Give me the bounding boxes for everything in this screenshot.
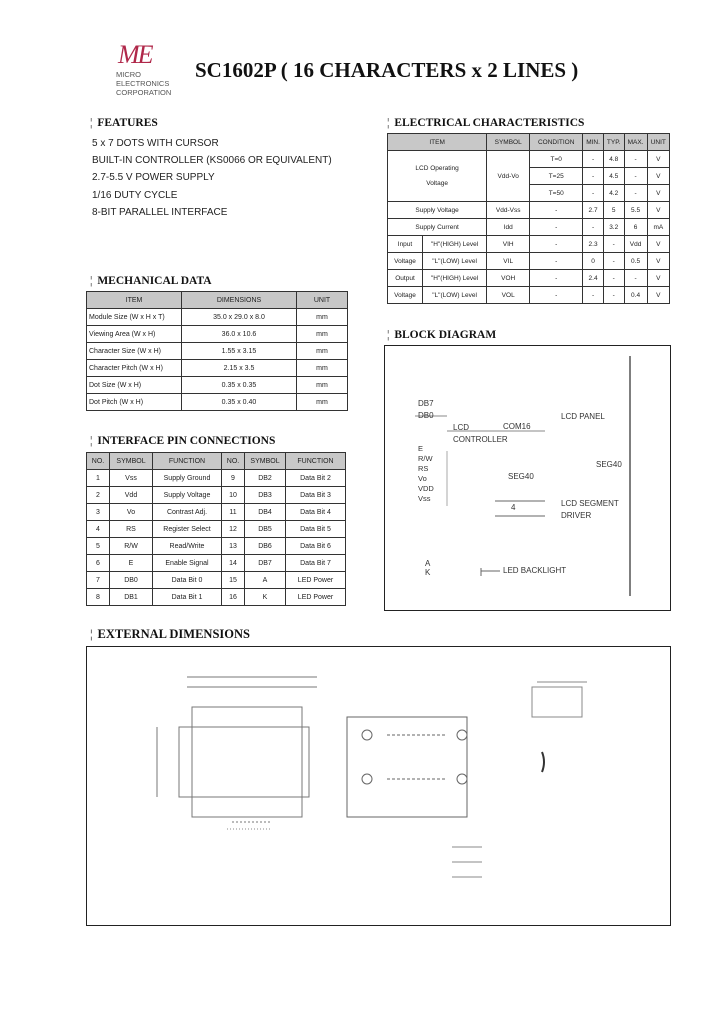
table-cell: V	[647, 270, 669, 287]
table-cell: 3.2	[603, 219, 624, 236]
table-cell: 9	[222, 470, 245, 487]
table-cell: 4	[87, 521, 110, 538]
table-cell: 2.15 x 3.5	[182, 360, 297, 377]
table-cell: -	[530, 253, 583, 270]
db7-label: DB7	[418, 399, 434, 408]
mechanical-heading	[90, 275, 212, 287]
feature-item: 1/16 DUTY CYCLE	[92, 190, 178, 201]
table-cell: Dot Pitch (W x H)	[87, 394, 182, 411]
table-cell: Data Bit 3	[286, 487, 346, 504]
table-cell: DB4	[245, 504, 286, 521]
table-cell: Idd	[487, 219, 530, 236]
table-cell: VIH	[487, 236, 530, 253]
table-cell: Data Bit 0	[153, 572, 222, 589]
column-header: SYMBOL	[487, 134, 530, 151]
feature-item: 8-BIT PARALLEL INTERFACE	[92, 207, 228, 218]
table-cell: -	[624, 151, 647, 168]
table-cell: Character Pitch (W x H)	[87, 360, 182, 377]
signal-label: RS	[418, 464, 429, 473]
lcd-voltage-label: LCD Operating	[415, 165, 459, 172]
table-cell: V	[647, 151, 669, 168]
table-cell: V	[647, 202, 669, 219]
table-cell: mm	[297, 360, 348, 377]
company-logo-text	[116, 70, 171, 97]
com16-label: COM16	[503, 422, 531, 431]
table-cell: -	[530, 270, 583, 287]
electrical-heading-text: ELECTRICAL CHARACTERISTICS	[394, 117, 585, 129]
table-cell: 4.2	[603, 185, 624, 202]
table-row	[388, 202, 670, 219]
table-row	[87, 394, 348, 411]
table-cell: -	[583, 168, 604, 185]
table-cell: 0.5	[624, 253, 647, 270]
table-cell: Vdd	[624, 236, 647, 253]
table-cell: Voltage	[388, 287, 423, 304]
table-row	[388, 219, 670, 236]
table-cell: Character Size (W x H)	[87, 343, 182, 360]
table-cell: Data Bit 4	[286, 504, 346, 521]
table-cell: -	[530, 236, 583, 253]
table-cell: 10	[222, 487, 245, 504]
table-cell: 0.35 x 0.35	[182, 377, 297, 394]
seg40-label: SEG40	[508, 472, 534, 481]
table-cell: VOL	[487, 287, 530, 304]
table-cell: 5.5	[624, 202, 647, 219]
table-cell: 14	[222, 555, 245, 572]
table-cell: Supply Ground	[153, 470, 222, 487]
table-cell: -	[624, 185, 647, 202]
table-header-row	[87, 292, 348, 309]
table-cell: LED Power	[286, 589, 346, 606]
table-cell: DB2	[245, 470, 286, 487]
table-cell: mm	[297, 309, 348, 326]
table-cell: Input	[388, 236, 423, 253]
section-marker: ¦	[90, 117, 93, 129]
table-cell: mm	[297, 377, 348, 394]
table-cell: K	[245, 589, 286, 606]
mechanical-heading-text: MECHANICAL DATA	[97, 275, 212, 287]
signal-label: Vss	[418, 494, 431, 503]
table-cell: "L"(LOW) Level	[423, 287, 487, 304]
electrical-heading	[387, 117, 584, 129]
column-header: MIN.	[583, 134, 604, 151]
table-row	[87, 521, 346, 538]
table-cell: mm	[297, 326, 348, 343]
signal-label: R/W	[418, 454, 433, 463]
table-cell: Vo	[110, 504, 153, 521]
table-cell: A	[245, 572, 286, 589]
dimension-drawing	[87, 647, 670, 925]
logo-line: CORPORATION	[116, 88, 172, 97]
table-cell: 1.55 x 3.15	[182, 343, 297, 360]
signal-label: E	[418, 444, 424, 453]
table-cell: 36.0 x 10.6	[182, 326, 297, 343]
table-cell: Enable Signal	[153, 555, 222, 572]
bus-width-label: 4	[511, 503, 516, 512]
table-cell: 5	[87, 538, 110, 555]
table-row	[388, 236, 670, 253]
table-cell: 4.5	[603, 168, 624, 185]
table-cell: VOH	[487, 270, 530, 287]
table-cell: 15	[222, 572, 245, 589]
logo-line: MICRO	[116, 70, 141, 79]
table-cell: 35.0 x 29.0 x 8.0	[182, 309, 297, 326]
column-header: CONDITION	[530, 134, 583, 151]
features-heading	[90, 117, 158, 129]
table-cell: V	[647, 185, 669, 202]
table-row	[388, 270, 670, 287]
table-cell: Data Bit 6	[286, 538, 346, 555]
table-cell: -	[583, 151, 604, 168]
table-cell: 0.35 x 0.40	[182, 394, 297, 411]
column-header: UNIT	[647, 134, 669, 151]
signal-label: Vo	[418, 474, 427, 483]
table-row	[87, 572, 346, 589]
column-header: ITEM	[87, 292, 182, 309]
table-row	[87, 470, 346, 487]
lcd-controller-label: CONTROLLER	[453, 435, 508, 444]
table-cell: -	[624, 168, 647, 185]
table-row	[87, 326, 348, 343]
table-cell: 8	[87, 589, 110, 606]
column-header: NO.	[222, 453, 245, 470]
table-cell: E	[110, 555, 153, 572]
table-cell: LED Power	[286, 572, 346, 589]
table-cell: T=25	[530, 168, 583, 185]
column-header: FUNCTION	[153, 453, 222, 470]
column-header: TYP.	[603, 134, 624, 151]
table-cell: Output	[388, 270, 423, 287]
table-cell: "H"(HIGH) Level	[423, 270, 487, 287]
table-cell: -	[603, 270, 624, 287]
external-heading-text: EXTERNAL DIMENSIONS	[97, 627, 250, 641]
table-cell: 16	[222, 589, 245, 606]
pins-table	[86, 452, 346, 606]
led-backlight-label: LED BACKLIGHT	[503, 566, 567, 575]
column-header: SYMBOL	[245, 453, 286, 470]
lcd-segment-driver-label: DRIVER	[561, 511, 592, 520]
table-cell: Contrast Adj.	[153, 504, 222, 521]
table-header-row	[388, 134, 670, 151]
db0-label: DB0	[418, 411, 434, 420]
table-cell: "H"(HIGH) Level	[423, 236, 487, 253]
table-cell: V	[647, 236, 669, 253]
table-cell: DB0	[110, 572, 153, 589]
table-cell: Supply Voltage	[388, 202, 487, 219]
table-cell: 11	[222, 504, 245, 521]
table-cell: DB1	[110, 589, 153, 606]
column-header: SYMBOL	[110, 453, 153, 470]
table-cell: "L"(LOW) Level	[423, 253, 487, 270]
lcd-panel-label: LCD PANEL	[561, 412, 605, 421]
table-cell: -	[583, 287, 604, 304]
section-marker: ¦	[90, 275, 93, 287]
table-row	[87, 504, 346, 521]
table-cell: 2.4	[583, 270, 604, 287]
section-marker: ¦	[387, 117, 390, 129]
table-cell: DB3	[245, 487, 286, 504]
led-cathode-label: K	[425, 568, 431, 577]
table-row	[87, 309, 348, 326]
table-cell: Viewing Area (W x H)	[87, 326, 182, 343]
column-header: MAX.	[624, 134, 647, 151]
table-cell: 0	[583, 253, 604, 270]
table-cell: 4.8	[603, 151, 624, 168]
table-cell: DB5	[245, 521, 286, 538]
table-cell: VIL	[487, 253, 530, 270]
table-cell: Dot Size (W x H)	[87, 377, 182, 394]
table-cell: V	[647, 253, 669, 270]
table-cell: 0.4	[624, 287, 647, 304]
table-cell: 3	[87, 504, 110, 521]
table-cell: -	[603, 253, 624, 270]
table-row	[388, 253, 670, 270]
side-view	[347, 717, 467, 817]
section-marker: ¦	[387, 329, 390, 341]
table-cell: V	[647, 168, 669, 185]
table-cell: Supply Voltage	[153, 487, 222, 504]
table-cell	[388, 151, 487, 202]
table-cell: R/W	[110, 538, 153, 555]
table-row	[87, 343, 348, 360]
table-cell: Vdd	[110, 487, 153, 504]
mechanical-table	[86, 291, 348, 411]
table-row	[87, 555, 346, 572]
external-dimensions-drawing	[86, 646, 671, 926]
table-cell: 12	[222, 521, 245, 538]
features-heading-text: FEATURES	[97, 117, 158, 129]
table-cell: 2.7	[583, 202, 604, 219]
led-anode-label: A	[425, 559, 431, 568]
table-cell: Data Bit 7	[286, 555, 346, 572]
table-cell: 1	[87, 470, 110, 487]
table-cell: mm	[297, 343, 348, 360]
table-cell: 5	[603, 202, 624, 219]
table-cell: Supply Current	[388, 219, 487, 236]
table-cell: mA	[647, 219, 669, 236]
table-row	[87, 360, 348, 377]
block-diagram	[384, 345, 671, 611]
signal-list	[418, 444, 434, 504]
column-header: FUNCTION	[286, 453, 346, 470]
table-cell: -	[583, 219, 604, 236]
section-marker: ¦	[90, 435, 93, 447]
table-cell: Vss	[110, 470, 153, 487]
table-cell: DB6	[245, 538, 286, 555]
table-cell: -	[583, 185, 604, 202]
feature-item: BUILT-IN CONTROLLER (KS0066 OR EQUIVALENT)	[92, 155, 332, 166]
table-cell: mm	[297, 394, 348, 411]
table-row	[388, 151, 670, 168]
table-cell: Voltage	[388, 253, 423, 270]
lcd-voltage-label: Voltage	[426, 180, 448, 187]
front-view	[157, 677, 317, 822]
table-cell: T=0	[530, 151, 583, 168]
lcd-segment-driver-label: LCD SEGMENT	[561, 499, 619, 508]
table-cell: 2.3	[583, 236, 604, 253]
table-row	[87, 377, 348, 394]
seg40-label: SEG40	[596, 460, 622, 469]
pins-heading-text: INTERFACE PIN CONNECTIONS	[97, 435, 276, 447]
table-cell: Read/Write	[153, 538, 222, 555]
table-cell: Data Bit 2	[286, 470, 346, 487]
table-row	[388, 287, 670, 304]
table-cell: 6	[87, 555, 110, 572]
table-cell: 6	[624, 219, 647, 236]
table-cell: 7	[87, 572, 110, 589]
feature-item: 5 x 7 DOTS WITH CURSOR	[92, 138, 219, 149]
page-title: SC1602P ( 16 CHARACTERS x 2 LINES )	[195, 58, 579, 82]
table-row	[87, 589, 346, 606]
table-row	[87, 538, 346, 555]
column-header: NO.	[87, 453, 110, 470]
table-cell: -	[603, 287, 624, 304]
table-cell: Register Select	[153, 521, 222, 538]
table-cell: Data Bit 1	[153, 589, 222, 606]
table-cell: RS	[110, 521, 153, 538]
table-cell: 2	[87, 487, 110, 504]
signal-label: VDD	[418, 484, 434, 493]
table-cell: 13	[222, 538, 245, 555]
table-cell: -	[530, 219, 583, 236]
table-cell: -	[530, 287, 583, 304]
pins-heading	[90, 435, 275, 447]
block-heading	[387, 329, 496, 341]
table-header-row	[87, 453, 346, 470]
section-marker: ¦	[90, 627, 93, 641]
table-cell: T=50	[530, 185, 583, 202]
table-cell: V	[647, 287, 669, 304]
table-cell: -	[603, 236, 624, 253]
table-cell: Vdd-Vss	[487, 202, 530, 219]
table-cell: Data Bit 5	[286, 521, 346, 538]
table-cell: DB7	[245, 555, 286, 572]
table-cell: -	[530, 202, 583, 219]
table-cell: Module Size (W x H x T)	[87, 309, 182, 326]
lcd-controller-label: LCD	[453, 423, 470, 432]
table-cell: -	[624, 270, 647, 287]
column-header: ITEM	[388, 134, 487, 151]
feature-item: 2.7-5.5 V POWER SUPPLY	[92, 172, 215, 183]
column-header: UNIT	[297, 292, 348, 309]
table-row	[87, 487, 346, 504]
electrical-table	[387, 133, 670, 304]
company-logo: ME	[118, 40, 152, 69]
block-heading-text: BLOCK DIAGRAM	[394, 329, 497, 341]
table-cell: Vdd-Vo	[487, 151, 530, 202]
column-header: DIMENSIONS	[182, 292, 297, 309]
logo-line: ELECTRONICS	[116, 79, 170, 88]
external-heading	[90, 627, 250, 642]
